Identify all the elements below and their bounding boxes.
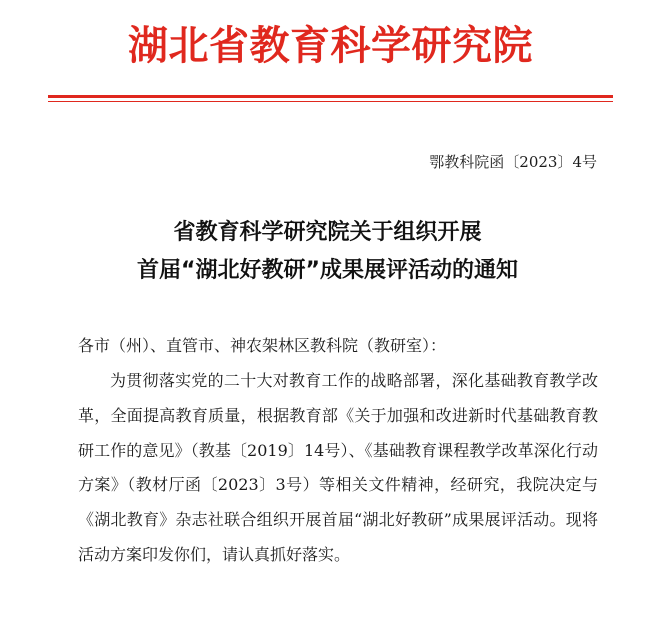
document-title-line-1: 省教育科学研究院关于组织开展 — [173, 220, 482, 245]
body-paragraph: 为贯彻落实党的二十大对教育工作的战略部署，深化基础教育教学改革，全面提高教育质量，根据教育部《关于加强和改进新时代基础教育教研工作的意见》（教基〔2019〕14号）、《基础教育课程教学改革深化行动方案》（教材厅函〔2023〕3号）等相关文件精神，经研究，我院决定与《湖北教育》杂志社联合组织开展首届“湖北好教研”成果展评活动。现将活动方案印发你们，请认真抓好落实。 — [78, 371, 598, 564]
issuing-organization-header: 湖北省教育科学研究院 — [128, 23, 533, 69]
salutation: 各市（州）、直管市、神农架林区教科院（教研室）： — [78, 336, 447, 355]
document-title-line-2: 首届“湖北好教研”成果展评活动的通知 — [137, 258, 518, 283]
header-red-rule-thin — [48, 101, 613, 102]
header-red-rule-thick — [48, 95, 613, 98]
document-number: 鄂教科院函〔2023〕4号 — [429, 153, 597, 171]
